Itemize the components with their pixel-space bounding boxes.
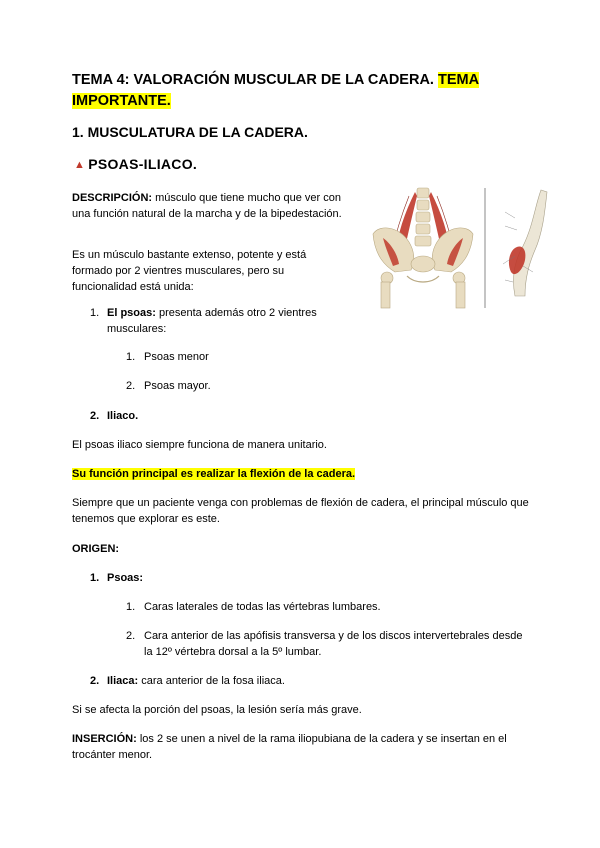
spine-illustration	[415, 188, 431, 246]
descripcion-paragraph: DESCRIPCIÓN: músculo que tiene mucho que ver con una función natural de la marcha y de la bipedestación.	[72, 192, 342, 220]
list-number: 2.	[90, 675, 100, 687]
intro-paragraph: Es un músculo bastante extenso, potente y está formado por 2 vientres musculares, pero su funcionalidad está unida:	[72, 249, 307, 293]
title-highlight: TEMA IMPORTANTE.	[72, 72, 480, 109]
psoas-anatomy-illustration	[365, 186, 555, 310]
insercion-paragraph: INSERCIÓN: los 2 se unen a nivel de la rama iliopubiana de la cadera y se insertan en el trocánter menor.	[72, 733, 507, 761]
sublist-item: Caras laterales de todas las vértebras lumbares.	[144, 601, 381, 613]
list-item: Iliaca: cara anterior de la fosa iliaca.	[107, 675, 285, 687]
triangle-bullet-icon: ▲	[74, 159, 86, 171]
funcion-paragraph: Su función principal es realizar la flexión de la cadera.	[72, 468, 356, 480]
siempre-paragraph: Siempre que un paciente venga con problemas de flexión de cadera, el principal músculo que tenemos que explorar es este.	[72, 497, 529, 525]
sublist-item: Cara anterior de las apófisis transversa y de los discos intervertebrales desde la 12º vértebra dorsal a la 5º lumbar.	[144, 630, 523, 658]
sublist-number: 2.	[126, 630, 136, 642]
document-title: TEMA 4: VALORACIÓN MUSCULAR DE LA CADERA. TEMA IMPORTANTE.	[72, 72, 480, 109]
list-number: 2.	[90, 410, 100, 422]
sublist-item: Psoas mayor.	[144, 380, 211, 392]
list-number: 1.	[90, 572, 100, 584]
subsection-heading: ▲ PSOAS-ILIACO.	[74, 156, 198, 172]
grave-paragraph: Si se afecta la porción del psoas, la lesión sería más grave.	[72, 704, 362, 716]
sublist-number: 1.	[126, 351, 136, 363]
list-item: Psoas:	[107, 572, 144, 584]
origen-heading: ORIGEN:	[72, 543, 120, 555]
list-number: 1.	[90, 307, 100, 319]
sublist-number: 2.	[126, 380, 136, 392]
sublist-item: Psoas menor	[144, 351, 209, 363]
list-item: El psoas: presenta además otro 2 vientres musculares:	[107, 307, 317, 335]
sublist-number: 1.	[126, 601, 136, 613]
unitario-paragraph: El psoas iliaco siempre funciona de manera unitario.	[72, 439, 327, 451]
section-heading: 1. MUSCULATURA DE LA CADERA.	[72, 124, 308, 140]
list-item: Iliaco.	[107, 410, 139, 422]
